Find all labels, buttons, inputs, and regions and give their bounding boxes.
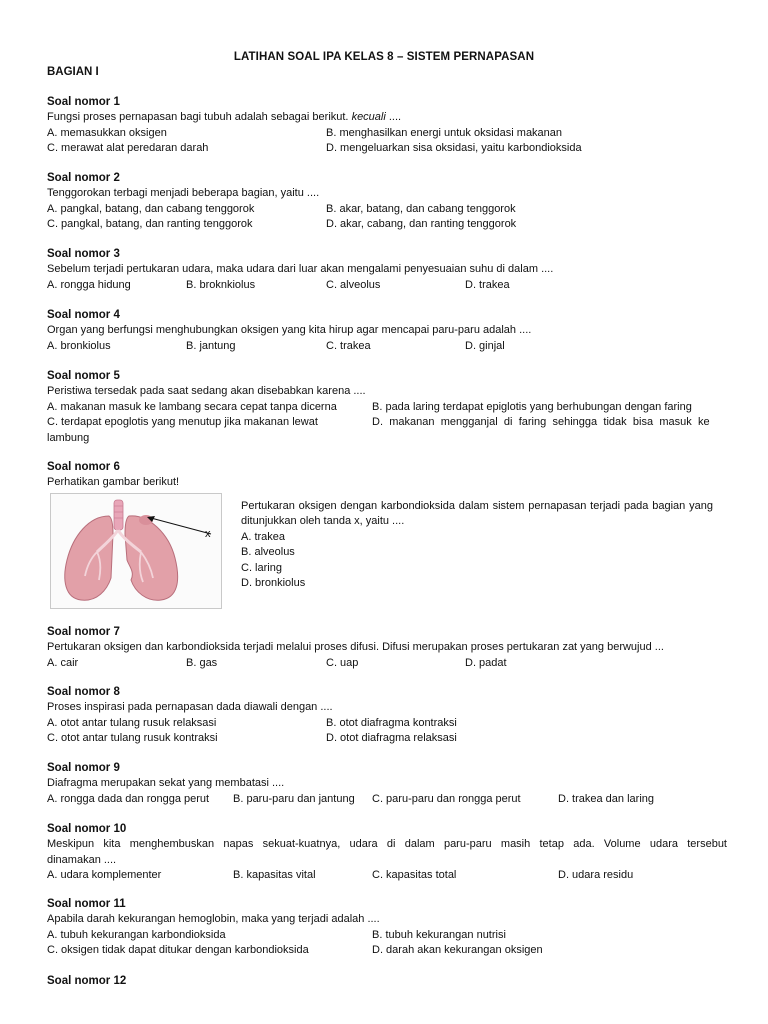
question-text: Peristiwa tersedak pada saat sedang akan disebabkan karena .... — [47, 385, 366, 398]
question-5 — [47, 369, 727, 446]
option-a[interactable]: A. trakea — [241, 530, 286, 543]
option-a[interactable]: A. rongga hidung — [47, 278, 131, 291]
option-c[interactable]: C. uap — [326, 656, 359, 669]
option-d[interactable]: D. darah akan kekurangan oksigen — [372, 944, 543, 957]
option-c[interactable]: C. kapasitas total — [372, 869, 457, 882]
option-a[interactable]: A. memasukkan oksigen — [47, 126, 167, 139]
option-d[interactable]: D. mengeluarkan sisa oksidasi, yaitu karbondioksida — [326, 142, 582, 155]
option-c[interactable]: C. terdapat epoglotis yang menutup jika makanan lewat — [47, 416, 318, 429]
question-6 — [47, 460, 727, 491]
question-heading: Soal nomor 9 — [47, 762, 120, 774]
question-text: Diafragma merupakan sekat yang membatasi .... — [47, 777, 285, 790]
option-d[interactable]: D. trakea — [465, 278, 510, 291]
question-heading: Soal nomor 1 — [47, 96, 120, 108]
option-d[interactable]: D. ginjal — [465, 339, 505, 352]
option-a[interactable]: A. udara komplementer — [47, 869, 162, 882]
option-a[interactable]: A. bronkiolus — [47, 339, 111, 352]
option-b[interactable]: B. alveolus — [241, 546, 295, 559]
option-c[interactable]: C. pangkal, batang, dan ranting tenggorok — [47, 218, 253, 231]
option-b[interactable]: B. broknkiolus — [186, 278, 256, 291]
question-6-statement: Pertukaran oksigen dengan karbondioksida dalam sistem pernapasan terjadi pada bagian yang ditunjukkan oleh tanda x, yaitu .... — [241, 500, 713, 528]
question-heading: Soal nomor 6 — [47, 461, 120, 473]
question-4 — [47, 308, 727, 354]
marker-x: x — [205, 528, 211, 540]
question-6-body — [241, 499, 713, 591]
option-d[interactable]: D. padat — [465, 656, 507, 669]
option-a[interactable]: A. tubuh kekurangan karbondioksida — [47, 928, 226, 941]
question-heading: Soal nomor 11 — [47, 898, 126, 910]
option-b[interactable]: B. akar, batang, dan cabang tenggorok — [326, 202, 516, 215]
section-heading: BAGIAN I — [47, 66, 99, 78]
option-a[interactable]: A. rongga dada dan rongga perut — [47, 792, 210, 805]
question-text: Sebelum terjadi pertukaran udara, maka udara dari luar akan mengalami penyesuaian suhu di dalam .... — [47, 263, 554, 276]
option-b[interactable]: B. jantung — [186, 339, 236, 352]
question-heading: Soal nomor 5 — [47, 370, 120, 382]
question-text: Fungsi proses pernapasan bagi tubuh adalah sebagai berikut. kecuali .... — [47, 111, 402, 124]
option-d[interactable]: D. bronkiolus — [241, 577, 306, 590]
question-heading: Soal nomor 8 — [47, 686, 120, 698]
question-text: Proses inspirasi pada pernapasan dada diawali dengan .... — [47, 701, 333, 714]
question-text: Apabila darah kekurangan hemoglobin, maka yang terjadi adalah .... — [47, 913, 380, 926]
question-heading: Soal nomor 4 — [47, 309, 120, 321]
question-heading: Soal nomor 3 — [47, 248, 120, 260]
question-heading: Soal nomor 10 — [47, 823, 127, 835]
question-heading: Soal nomor 7 — [47, 626, 120, 638]
question-1 — [47, 95, 727, 157]
option-d[interactable]: D. makanan mengganjal di faring sehingga tidak bisa masuk ke — [372, 416, 710, 429]
question-3 — [47, 247, 727, 293]
question-text: Perhatikan gambar berikut! — [47, 476, 180, 489]
lungs-image — [50, 493, 222, 609]
question-12 — [47, 974, 727, 989]
option-c[interactable]: C. alveolus — [326, 278, 381, 291]
question-heading: Soal nomor 12 — [47, 975, 127, 987]
question-9 — [47, 761, 727, 807]
option-b[interactable]: B. paru-paru dan jantung — [233, 792, 355, 805]
question-heading: Soal nomor 2 — [47, 172, 120, 184]
option-a[interactable]: A. makanan masuk ke lambang secara cepat tanpa dicerna — [47, 400, 337, 413]
option-d[interactable]: D. otot diafragma relaksasi — [326, 732, 457, 745]
question-text-line-2: dinamakan .... — [47, 853, 117, 866]
document-title: LATIHAN SOAL IPA KELAS 8 – SISTEM PERNAPASAN — [233, 51, 535, 63]
option-c[interactable]: C. otot antar tulang rusuk kontraksi — [47, 732, 218, 745]
question-text: Pertukaran oksigen dan karbondioksida terjadi melalui proses difusi. Difusi merupakan proses pertukaran zat yang berwujud ... — [47, 641, 664, 654]
lungs-illustration — [51, 494, 221, 608]
option-b[interactable]: B. kapasitas vital — [233, 869, 316, 882]
question-text-line-1: Meskipun kita menghembuskan napas sekuat-kuatnya, udara di dalam paru-paru masih tetap ada. Volume udara tersebut — [47, 838, 727, 851]
question-8 — [47, 685, 727, 747]
option-d[interactable]: D. udara residu — [558, 869, 634, 882]
question-11 — [47, 897, 727, 959]
option-d-continuation: lambung — [47, 431, 90, 444]
option-b[interactable]: B. gas — [186, 656, 218, 669]
question-7 — [47, 625, 727, 671]
option-b[interactable]: B. tubuh kekurangan nutrisi — [372, 928, 506, 941]
question-2 — [47, 171, 727, 233]
option-c[interactable]: C. oksigen tidak dapat ditukar dengan karbondioksida — [47, 944, 309, 957]
option-d[interactable]: D. trakea dan laring — [558, 792, 654, 805]
option-b[interactable]: B. pada laring terdapat epiglotis yang berhubungan dengan faring — [372, 400, 692, 413]
option-a[interactable]: A. otot antar tulang rusuk relaksasi — [47, 716, 217, 729]
option-c[interactable]: C. paru-paru dan rongga perut — [372, 792, 521, 805]
question-text: Organ yang berfungsi menghubungkan oksigen yang kita hirup agar mencapai paru-paru adalah .... — [47, 324, 532, 337]
option-b[interactable]: B. otot diafragma kontraksi — [326, 716, 457, 729]
option-d[interactable]: D. akar, cabang, dan ranting tenggorok — [326, 218, 517, 231]
option-a[interactable]: A. cair — [47, 656, 79, 669]
option-a[interactable]: A. pangkal, batang, dan cabang tenggorok — [47, 202, 255, 215]
option-c[interactable]: C. laring — [241, 561, 282, 574]
option-c[interactable]: C. merawat alat peredaran darah — [47, 142, 209, 155]
question-10 — [47, 822, 727, 884]
question-text: Tenggorokan terbagi menjadi beberapa bagian, yaitu .... — [47, 187, 320, 200]
option-b[interactable]: B. menghasilkan energi untuk oksidasi makanan — [326, 126, 563, 139]
option-c[interactable]: C. trakea — [326, 339, 371, 352]
